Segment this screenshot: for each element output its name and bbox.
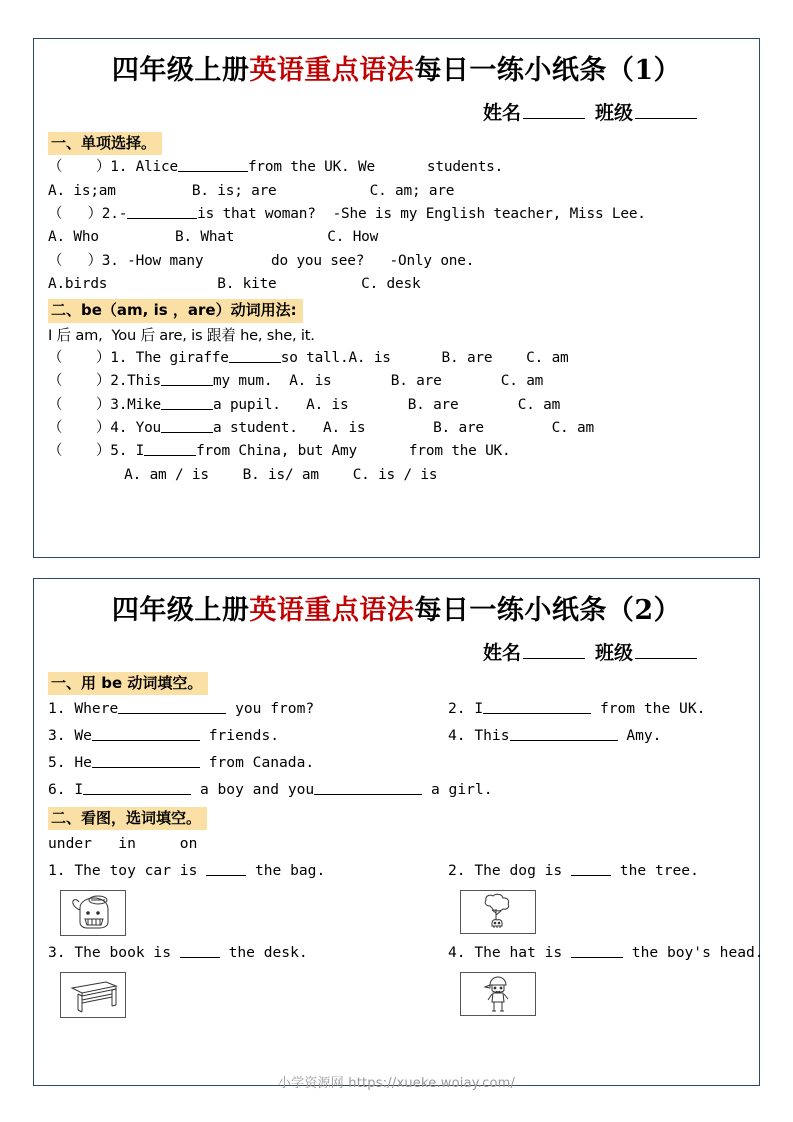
- section-heading-2-2: 二、看图，选词填空。: [48, 807, 207, 830]
- question-1-1: [48, 156, 747, 179]
- class-input-line[interactable]: [635, 643, 697, 659]
- worksheet-2-body: [34, 665, 764, 1028]
- worksheet-2: [33, 578, 764, 1086]
- picture-question-row-2: [48, 940, 764, 967]
- q24-stem-a: （ ）4. You: [48, 420, 162, 437]
- section-heading-1-2: 二、be（am, is ，are）动词用法:: [48, 299, 303, 322]
- question-1-3: （ ）3. -How many do you see? -Only one.: [48, 252, 475, 269]
- pq1-stem-a: 1. The toy car is: [48, 861, 207, 879]
- title-prefix: 四年级上册: [111, 595, 250, 626]
- q25-stem-a: （ ）5. I: [48, 443, 145, 460]
- q24-blank[interactable]: [161, 419, 213, 433]
- q22-stem-b: my mum. A. is B. are C. am: [213, 373, 544, 390]
- q21-stem-b: so tall.A. is B. are C. am: [280, 350, 569, 367]
- fill-6-stem-c: a girl.: [430, 781, 493, 799]
- fill-6-blank-2[interactable]: [314, 781, 422, 795]
- worksheet-1-body: [34, 125, 759, 493]
- q25-stem-b: from China, but Amy: [196, 443, 357, 460]
- q23-blank[interactable]: [161, 396, 213, 410]
- pq3-blank[interactable]: [180, 944, 220, 958]
- q1-stem-b: from the UK. We: [247, 159, 375, 176]
- fill-4-blank[interactable]: [510, 727, 618, 741]
- fill-1-stem-a: 1. Where: [48, 700, 119, 718]
- title-highlight: 英语重点语法: [249, 55, 415, 86]
- question-2-5: [48, 440, 747, 463]
- worksheet-1-title: [34, 55, 759, 86]
- fill-5-blank[interactable]: [92, 754, 200, 768]
- question-2-4: [48, 417, 747, 440]
- question-2-2: [48, 370, 747, 393]
- fill-row: [48, 723, 747, 750]
- pq3-stem-b: the desk.: [219, 943, 308, 961]
- picture-row-2: [48, 969, 747, 1022]
- word-bank: under in on: [48, 835, 198, 853]
- fill-row: [48, 750, 747, 777]
- class-label: 班级: [594, 642, 633, 665]
- q21-stem-a: （ ）1. The giraffe: [48, 350, 229, 367]
- q24-stem-b: a student. A. is B. are C. am: [213, 420, 594, 437]
- fill-3-stem-b: friends.: [208, 727, 280, 745]
- title-suffix: 每日一练小纸条（2）: [414, 595, 682, 626]
- desk-picture: [60, 972, 126, 1018]
- q22-blank[interactable]: [161, 372, 213, 386]
- fill-4-stem-a: 4. This: [448, 727, 510, 745]
- name-label: 姓名: [482, 102, 521, 125]
- q2-stem-b: is that woman? -She is my English teacher, Miss Lee.: [197, 205, 646, 222]
- q1-stem-c: students.: [426, 159, 504, 176]
- worksheet-1: [33, 38, 760, 558]
- pq2-stem-a: 2. The dog is: [448, 861, 572, 879]
- bag-picture: [60, 890, 126, 936]
- class-input-line[interactable]: [635, 103, 697, 119]
- fill-1-blank[interactable]: [118, 700, 226, 714]
- student-info-row-1: [34, 98, 707, 125]
- title-prefix: 四年级上册: [111, 55, 250, 86]
- q25-stem-c: from the UK.: [408, 443, 511, 460]
- pq4-blank[interactable]: [571, 944, 623, 958]
- name-input-line[interactable]: [523, 643, 585, 659]
- q25-blank-2[interactable]: [357, 443, 409, 456]
- student-info-row-2: [34, 638, 707, 665]
- fill-row: [48, 696, 747, 723]
- fill-2-blank[interactable]: [483, 700, 591, 714]
- fill-4-stem-b: Amy.: [626, 727, 662, 745]
- q1-stem-a: （ ）1. Alice: [48, 159, 178, 176]
- fill-6-stem-b: a boy and you: [199, 781, 315, 799]
- fill-6-blank-1[interactable]: [83, 781, 191, 795]
- fill-6-stem-a: 6. I: [48, 781, 84, 799]
- picture-question-row-1: [48, 858, 747, 885]
- q1-blank-1[interactable]: [178, 158, 248, 172]
- q25-blank-1[interactable]: [144, 442, 196, 456]
- pq4-stem-a: 4. The hat is: [448, 943, 572, 961]
- q23-stem-a: （ ）3.Mike: [48, 396, 162, 413]
- title-suffix: 每日一练小纸条（1）: [414, 55, 682, 86]
- q21-blank[interactable]: [229, 349, 281, 363]
- question-2-5-options: A. am / is B. is/ am C. is / is: [48, 466, 438, 483]
- q22-stem-a: （ ）2.This: [48, 373, 162, 390]
- fill-1-stem-b: you from?: [235, 700, 315, 718]
- name-input-line[interactable]: [523, 103, 585, 119]
- fill-3-stem-a: 3. We: [48, 727, 92, 745]
- q1-blank-2[interactable]: [375, 159, 427, 172]
- worksheet-2-title: [34, 595, 759, 626]
- pq1-stem-b: the bag.: [246, 861, 326, 879]
- be-fill-grid: [48, 696, 747, 804]
- q2-stem-a: （ ）2.-: [48, 205, 128, 222]
- question-1-2: [48, 203, 747, 226]
- question-2-3: [48, 394, 747, 417]
- question-1-2-options: A. Who B. What C. How: [48, 229, 379, 246]
- q23-stem-b: a pupil. A. is B. are C. am: [213, 396, 561, 413]
- fill-row: [48, 777, 747, 804]
- section-heading-2-1: 一、用 be 动词填空。: [48, 672, 208, 695]
- pq2-stem-b: the tree.: [611, 861, 699, 879]
- pq4-stem-b: the boy's head.: [623, 943, 764, 961]
- question-1-3-options: A.birds B. kite C. desk: [48, 275, 421, 292]
- name-label: 姓名: [482, 642, 521, 665]
- title-highlight: 英语重点语法: [249, 595, 415, 626]
- tree-dog-picture: [460, 890, 536, 934]
- fill-2-stem-a: 2. I: [448, 700, 484, 718]
- picture-row-1: [48, 887, 747, 940]
- fill-3-blank[interactable]: [92, 727, 200, 741]
- pq3-stem-a: 3. The book is: [48, 943, 180, 961]
- question-1-1-options: A. is;am B. is; are C. am; are: [48, 182, 455, 199]
- q2-blank-1[interactable]: [127, 205, 197, 219]
- fill-2-stem-b: from the UK.: [599, 700, 706, 718]
- question-2-1: [48, 347, 747, 370]
- class-label: 班级: [594, 102, 633, 125]
- section-heading-1-1: 一、单项选择。: [48, 132, 162, 155]
- pq2-blank[interactable]: [571, 862, 611, 876]
- fill-5-stem-b: from Canada.: [208, 754, 315, 772]
- pq1-blank[interactable]: [206, 862, 246, 876]
- fill-5-stem-a: 5. He: [48, 754, 92, 772]
- watermark: 小学资源网 https://xueke.woiay.com/: [277, 1076, 516, 1091]
- boy-hat-picture: [460, 972, 536, 1016]
- be-verb-rule-note: I 后 am, You 后 are, is 跟着 he, she, it.: [48, 326, 315, 344]
